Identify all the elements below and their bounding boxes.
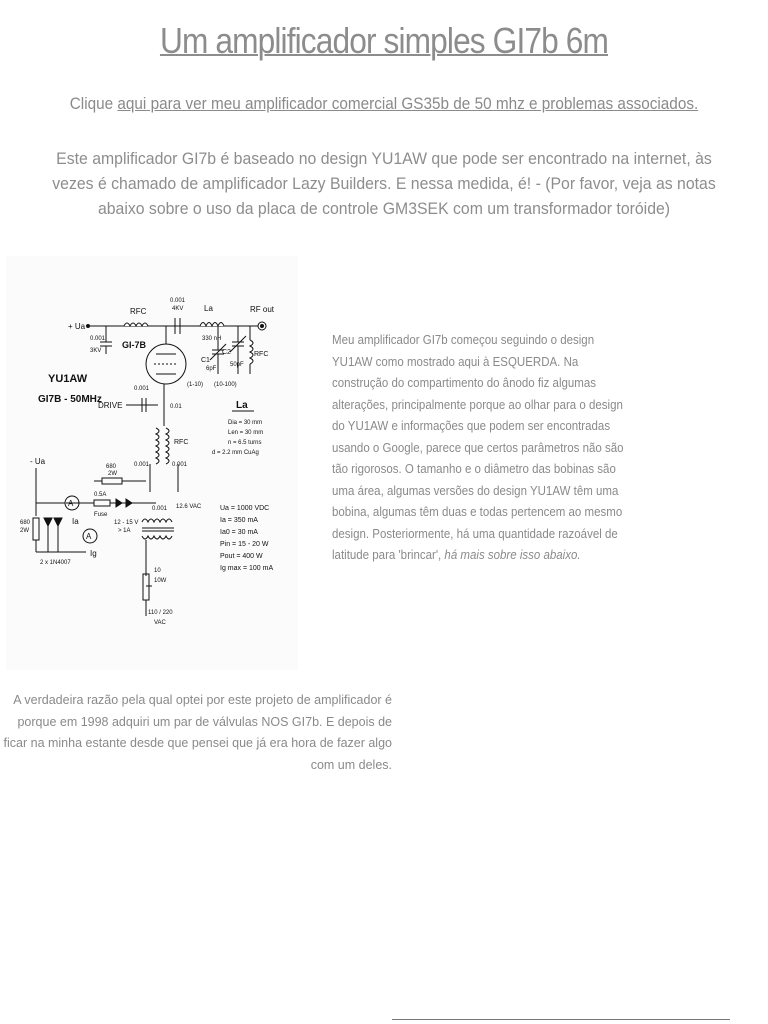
label-c1: C1 — [201, 357, 210, 364]
link-prefix: Clique — [69, 94, 118, 113]
label-plus-ua: + Ua — [68, 322, 86, 331]
label-c2-val: 50pF — [230, 362, 244, 368]
commercial-amp-link-line — [38, 94, 729, 114]
spec-5: Ig max = 100 mA — [220, 565, 274, 572]
label-mains-1: 110 / 220 — [148, 610, 173, 616]
label-coil-title: La — [236, 400, 248, 411]
label-gi7b-50mhz: GI7B - 50MHz — [38, 394, 102, 405]
label-pot-1: 10 — [154, 568, 161, 574]
label-zener-1: 12 - 15 V — [114, 520, 139, 526]
label-cap-fil-3: 0.001 — [152, 506, 168, 512]
label-c2-range: (10-100) — [214, 382, 237, 388]
label-tube: GI-7B — [122, 340, 147, 350]
label-cap-left-1: 0.001 — [90, 336, 106, 342]
label-rfc-mid: RFC — [174, 439, 189, 446]
side-paragraph-italic: há mais sobre isso abaixo. — [444, 548, 581, 562]
spec-4: Pout = 400 W — [220, 553, 263, 560]
label-fil-volt: 12.6 VAC — [176, 504, 202, 510]
spec-2: Ia0 = 30 mA — [220, 529, 258, 536]
page-title: Um amplificador simples GI7b 6m — [159, 20, 609, 61]
coil-spec-1: Len = 30 mm — [228, 430, 264, 436]
label-c2: C2 — [222, 349, 231, 356]
label-res-top-2: 2W — [108, 471, 117, 477]
label-drive: DRIVE — [98, 401, 123, 410]
label-minus-ua: - Ua — [30, 457, 46, 466]
side-paragraph-main: Meu amplificador GI7b começou seguindo o design YU1AW como mostrado aqui à ESQUERDA. Na construção do compartimento do ânodo fiz algumas alterações, principalmente porque ao olhar para o design do YU1AW e informações que podem ser encontradas usando o Google, parece que certos parâmetros não são tão rigorosos. O tamanho e o diâmetro das bobinas são uma área, algumas versões do design YU1AW têm uma bobina, algumas têm duas e todas pertencem ao mesmo design. Posteriormente, há uma quantidade razoável de latitude para 'brincar', — [332, 333, 624, 562]
footer-divider — [392, 1019, 730, 1020]
coil-spec-0: Dia = 30 mm — [228, 420, 263, 426]
commercial-amp-link[interactable]: aqui para ver meu amplificador comercial GS35b de 50 mhz e problemas associados. — [117, 94, 699, 113]
spec-0: Ua = 1000 VDC — [220, 505, 270, 512]
label-cap-left-2: 3KV — [90, 348, 102, 354]
label-pot-2: 10W — [154, 578, 167, 584]
label-la-value: 330 nH — [202, 336, 222, 342]
label-c1-range: (1-10) — [187, 382, 204, 388]
label-meter-a1: A — [68, 499, 74, 508]
label-meter-ia: Ia — [72, 517, 79, 526]
label-cap-fil-1: 0.001 — [134, 462, 150, 468]
label-cap-grid: 0.001 — [134, 386, 150, 392]
spec-1: Ia = 350 mA — [220, 517, 258, 524]
label-res-top-1: 680 — [106, 464, 117, 470]
coil-spec-2: n = 6.5 turns — [228, 440, 262, 446]
spec-3: Pin = 15 - 20 W — [220, 541, 269, 548]
label-cap-fil-2: 0.001 — [172, 462, 188, 468]
label-cap-top-1: 0.001 — [170, 298, 186, 304]
schematic-image — [6, 256, 298, 670]
label-meter-a2: A — [86, 532, 92, 541]
label-rfc-right: RFC — [254, 351, 269, 358]
label-zener-2: > 1A — [118, 528, 131, 534]
label-cap-top-2: 4KV — [172, 306, 184, 312]
label-fuse-2: Fuse — [94, 512, 108, 518]
label-cap-drive: 0.01 — [170, 404, 182, 410]
label-la: La — [204, 304, 213, 313]
label-fuse-1: 0.5A — [94, 492, 107, 498]
bottom-paragraph: A verdadeira razão pela qual optei por este projeto de amplificador é porque em 1998 adquiri um par de válvulas NOS GI7b. E depois de ficar na minha estante desde que pensei que já era hora de fazer algo com um deles. — [3, 693, 392, 772]
label-res-left-2: 2W — [20, 528, 29, 534]
label-mains-2: VAC — [154, 620, 166, 626]
intro-paragraph: Este amplificador GI7b é baseado no design YU1AW que pode ser encontrado na internet, às vezes é chamado de amplificador Lazy Builders. E nessa medida, é! - (Por favor, veja as notas abaixo sobre o uso da placa de controle GM3SEK com um transformador toróide) — [52, 149, 716, 218]
label-rf-out: RF out — [250, 305, 275, 314]
label-res-left-1: 680 — [20, 520, 31, 526]
label-yu1aw: YU1AW — [48, 373, 88, 385]
label-meter-ig: Ig — [90, 549, 97, 558]
label-rfc-top: RFC — [130, 307, 147, 316]
label-c1-val: 6pF — [206, 366, 217, 372]
coil-spec-3: d = 2.2 mm CuAg — [212, 450, 259, 456]
label-diodes: 2 x 1N4007 — [40, 560, 71, 566]
side-paragraph — [332, 330, 636, 567]
